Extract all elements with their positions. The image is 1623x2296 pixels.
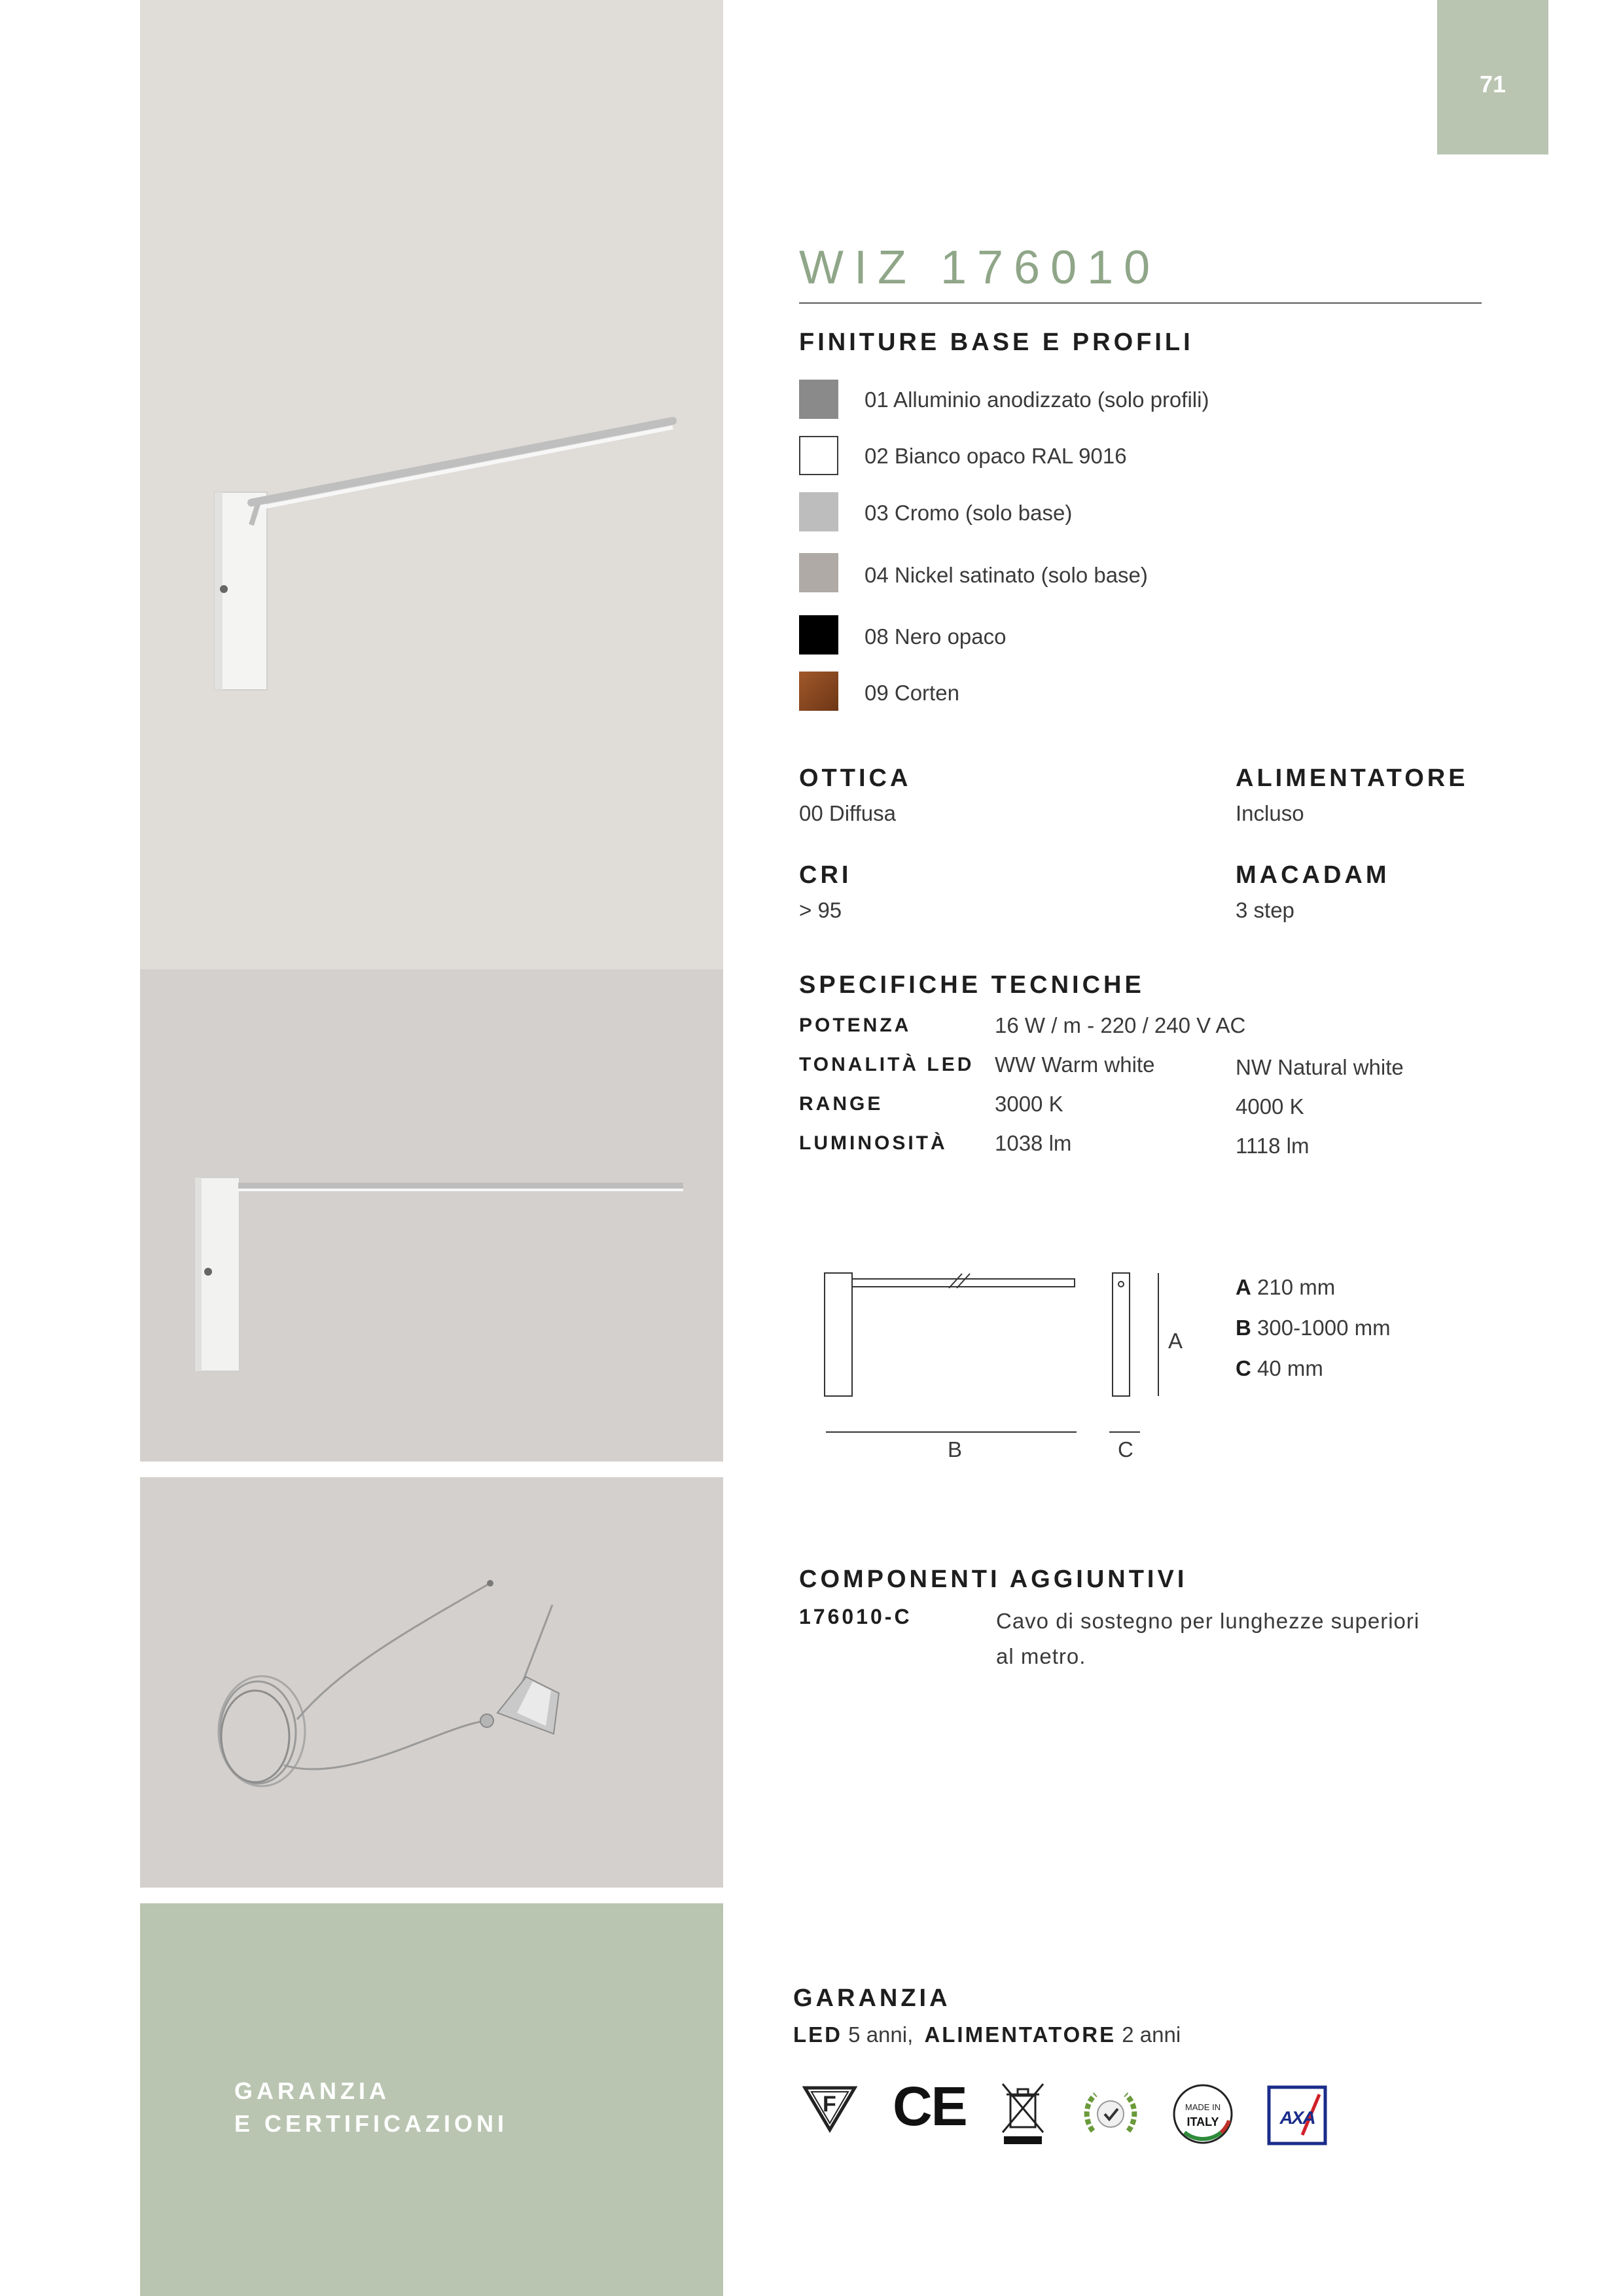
finish-label-03: 03 Cromo (solo base) bbox=[865, 501, 1073, 525]
ottica-value: 00 Diffusa bbox=[799, 801, 896, 825]
component-description-line2: al metro. bbox=[996, 1644, 1086, 1668]
quality-seal-icon bbox=[1081, 2085, 1140, 2144]
luminosita-nw: 1118 lm bbox=[1236, 1134, 1310, 1158]
warranty-ali-value: 2 anni bbox=[1122, 2022, 1181, 2047]
range-label: RANGE bbox=[799, 1093, 883, 1115]
dimension-c-key: C bbox=[1236, 1356, 1251, 1380]
range-ww: 3000 K bbox=[995, 1092, 1063, 1116]
dimension-c bbox=[1236, 1356, 1323, 1381]
luminosita-ww: 1038 lm bbox=[995, 1131, 1072, 1155]
made-in-label: MADE IN bbox=[1185, 2102, 1221, 2112]
dimension-a-value: 210 mm bbox=[1257, 1275, 1336, 1299]
title-divider bbox=[799, 302, 1482, 304]
lamp-side-illustration bbox=[140, 969, 723, 1462]
cri-heading: CRI bbox=[799, 861, 852, 889]
dimension-drawing bbox=[812, 1257, 1217, 1466]
dimension-b bbox=[1236, 1316, 1391, 1340]
range-nw: 4000 K bbox=[1236, 1094, 1304, 1119]
swatch-nero bbox=[799, 615, 838, 655]
warranty-panel-title bbox=[234, 2075, 508, 2140]
swatch-corten bbox=[799, 672, 838, 711]
weee-bin-icon bbox=[1000, 2081, 1046, 2147]
dimension-b-value: 300-1000 mm bbox=[1257, 1316, 1391, 1340]
finish-label-02: 02 Bianco opaco RAL 9016 bbox=[865, 444, 1127, 468]
support-cable-photo bbox=[140, 1477, 723, 1888]
ottica-heading: OTTICA bbox=[799, 764, 912, 792]
macadam-value: 3 step bbox=[1236, 898, 1294, 922]
cri-value: > 95 bbox=[799, 898, 842, 922]
alimentatore-value: Incluso bbox=[1236, 801, 1304, 825]
finish-label-08: 08 Nero opaco bbox=[865, 624, 1007, 649]
page-number: 71 bbox=[1479, 71, 1507, 98]
product-title: WIZ 176010 bbox=[799, 242, 1161, 294]
luminosita-label: LUMINOSITÀ bbox=[799, 1132, 948, 1154]
axa-logo-text: AXA bbox=[1279, 2108, 1315, 2128]
warranty-panel-title-line2: E CERTIFICAZIONI bbox=[234, 2110, 508, 2137]
warranty-ali-label: ALIMENTATORE bbox=[924, 2022, 1116, 2047]
warranty-panel bbox=[140, 1903, 723, 2296]
finish-label-09: 09 Corten bbox=[865, 681, 959, 705]
drawing-label-c: C bbox=[1118, 1437, 1133, 1462]
f-mark-letter: F bbox=[823, 2092, 836, 2117]
finishes-heading: FINITURE BASE E PROFILI bbox=[799, 329, 1194, 356]
swatch-cromo bbox=[799, 492, 838, 531]
product-photo-angled bbox=[140, 0, 723, 969]
italy-label: ITALY bbox=[1186, 2115, 1219, 2128]
lamp-angled-illustration bbox=[140, 0, 723, 969]
dimension-a-key: A bbox=[1236, 1275, 1251, 1299]
support-cable-illustration bbox=[140, 1477, 723, 1888]
page-number-tab bbox=[1437, 0, 1548, 154]
tonalita-ww: WW Warm white bbox=[995, 1052, 1155, 1077]
swatch-bianco bbox=[799, 436, 838, 475]
finish-label-01: 01 Alluminio anodizzato (solo profili) bbox=[865, 387, 1209, 412]
potenza-value: 16 W / m - 220 / 240 V AC bbox=[995, 1013, 1246, 1037]
macadam-heading: MACADAM bbox=[1236, 861, 1390, 889]
swatch-nickel bbox=[799, 553, 838, 592]
warranty-details bbox=[793, 2022, 1181, 2047]
finish-label-04: 04 Nickel satinato (solo base) bbox=[865, 563, 1148, 587]
tonalita-nw: NW Natural white bbox=[1236, 1055, 1404, 1079]
dimension-a bbox=[1236, 1275, 1335, 1300]
dimension-c-value: 40 mm bbox=[1257, 1356, 1323, 1380]
components-heading: COMPONENTI AGGIUNTIVI bbox=[799, 1566, 1188, 1593]
ce-mark-icon: CE bbox=[893, 2075, 967, 2137]
swatch-alluminio bbox=[799, 380, 838, 419]
product-photo-side bbox=[140, 969, 723, 1462]
specs-heading: SPECIFICHE TECNICHE bbox=[799, 971, 1145, 999]
made-in-italy-icon bbox=[1171, 2083, 1234, 2145]
alimentatore-heading: ALIMENTATORE bbox=[1236, 764, 1469, 792]
dimension-b-key: B bbox=[1236, 1316, 1251, 1340]
warranty-led-label: LED bbox=[793, 2022, 842, 2047]
warranty-led-value: 5 anni, bbox=[848, 2022, 914, 2047]
component-description bbox=[996, 1604, 1419, 1674]
tonalita-label: TONALITÀ LED bbox=[799, 1054, 974, 1075]
drawing-label-a: A bbox=[1168, 1329, 1183, 1353]
component-code: 176010-C bbox=[799, 1605, 912, 1628]
warranty-heading: GARANZIA bbox=[793, 1984, 951, 2012]
warranty-panel-title-line1: GARANZIA bbox=[234, 2077, 390, 2104]
potenza-label: POTENZA bbox=[799, 1014, 912, 1036]
component-description-line1: Cavo di sostegno per lunghezze superiori bbox=[996, 1609, 1420, 1633]
drawing-label-b: B bbox=[948, 1437, 963, 1462]
